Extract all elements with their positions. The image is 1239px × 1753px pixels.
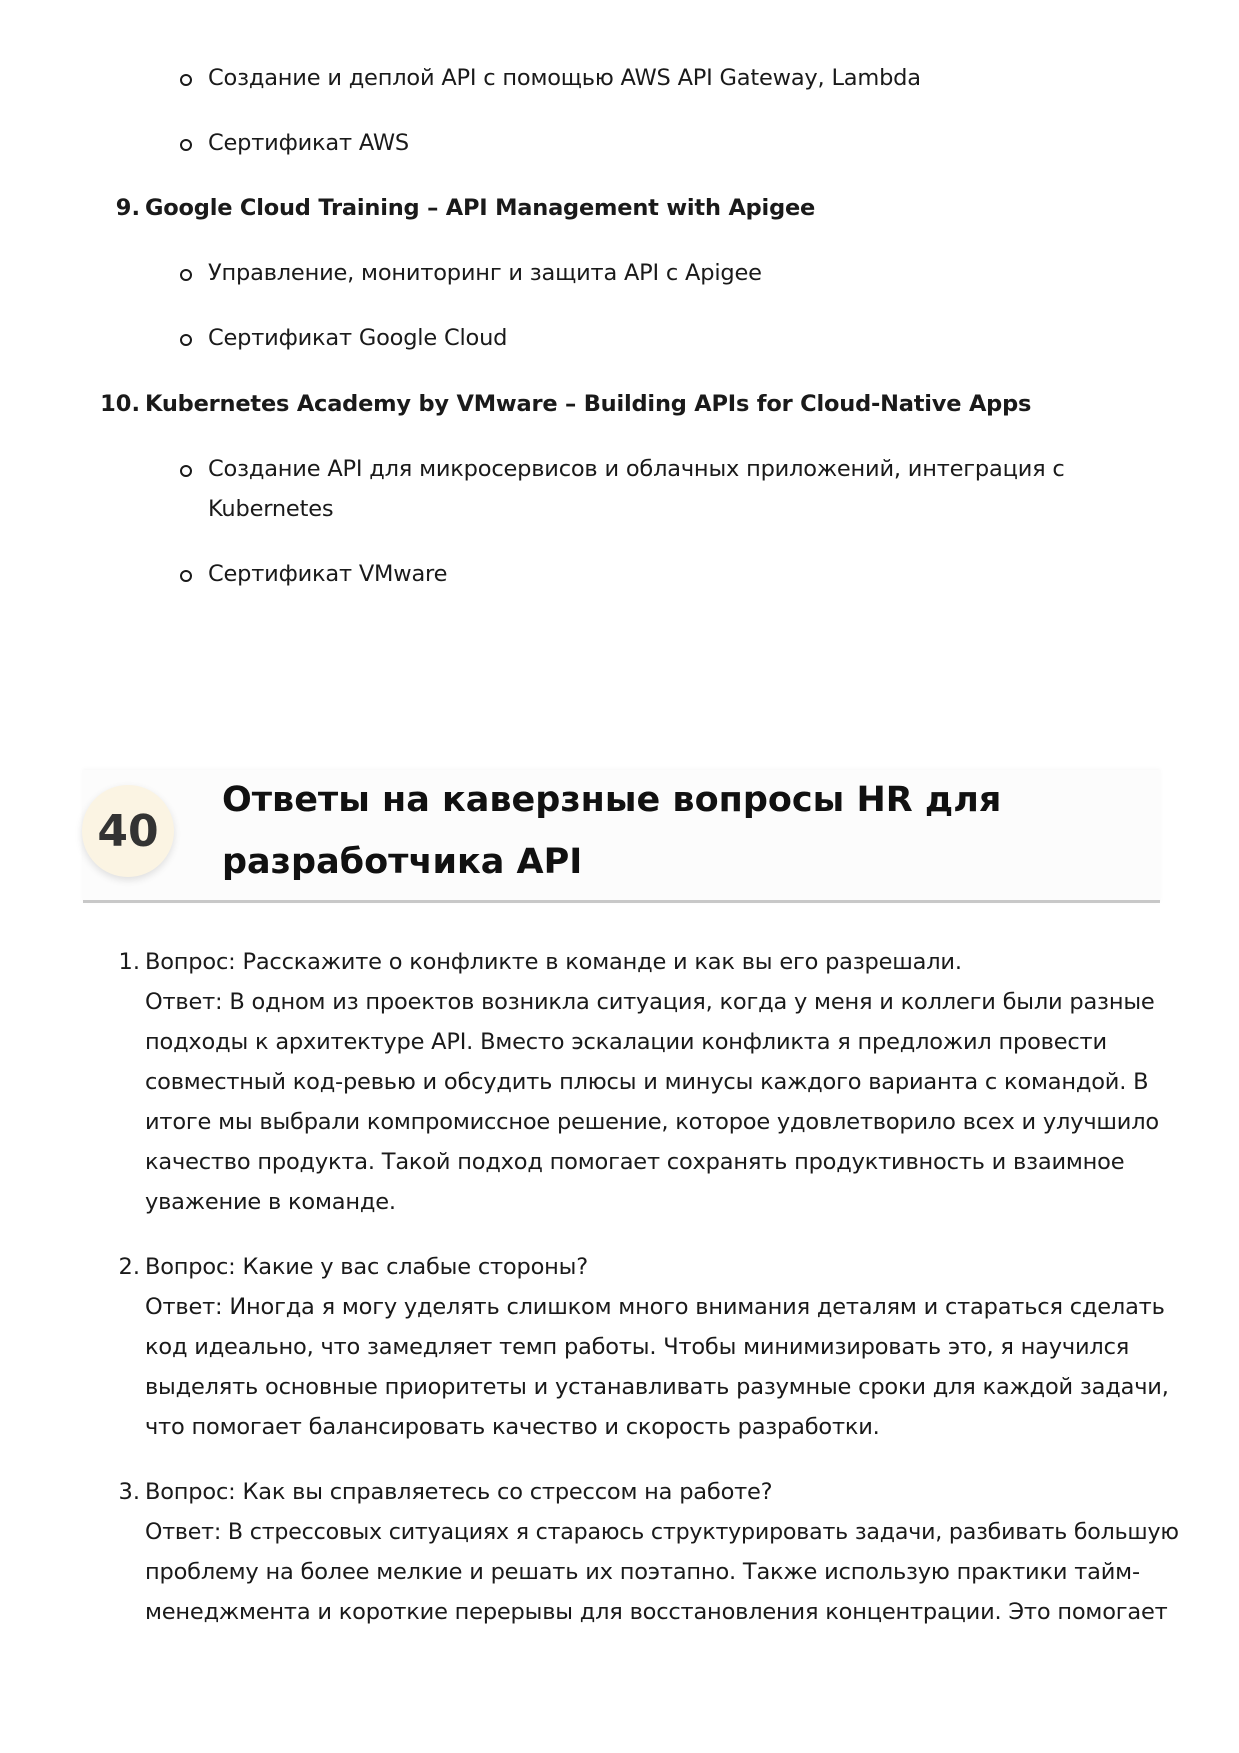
list-item-bullet: Сертификат VMware (208, 561, 448, 587)
qa-line: Ответ: В одном из проектов возникла ситуация, когда у меня и коллеги были разные (145, 989, 1155, 1015)
qa-line: подходы к архитектуре API. Вместо эскалации конфликта я предложил провести (145, 1029, 1107, 1055)
qa-line: Вопрос: Как вы справляетесь со стрессом на работе? (145, 1479, 773, 1505)
qa-line: проблему на более мелкие и решать их поэтапно. Также использую практики тайм- (145, 1559, 1140, 1585)
qa-number: 2. (118, 1254, 140, 1280)
qa-line: код идеально, что замедляет темп работы. Чтобы минимизировать это, я научился (145, 1334, 1130, 1360)
list-item-number: 10. (100, 391, 140, 417)
qa-line: итоге мы выбрали компромиссное решение, которое удовлетворило всех и улучшило (145, 1109, 1159, 1135)
section-number-badge: 40 (82, 785, 174, 877)
section-title-line1: Ответы на каверзные вопросы HR для (222, 780, 1002, 820)
list-item-number: 9. (115, 195, 140, 221)
list-item-bullet: Создание и деплой API с помощью AWS API Gateway, Lambda (208, 65, 921, 91)
qa-line: что помогает балансировать качество и скорость разработки. (145, 1414, 880, 1440)
qa-line: уважение в команде. (145, 1189, 396, 1215)
bullet-circle-icon (180, 570, 192, 582)
qa-number: 3. (118, 1479, 140, 1505)
list-item-bullet: Создание API для микросервисов и облачных приложений, интеграция с (208, 456, 1065, 482)
qa-line: Ответ: В стрессовых ситуациях я стараюсь структурировать задачи, разбивать большую (145, 1519, 1179, 1545)
qa-line: Вопрос: Какие у вас слабые стороны? (145, 1254, 588, 1280)
section-title-line2: разработчика API (222, 842, 583, 882)
bullet-circle-icon (180, 269, 192, 281)
qa-line: качество продукта. Такой подход помогает сохранять продуктивность и взаимное (145, 1149, 1125, 1175)
list-item-title: Google Cloud Training – API Management with Apigee (145, 195, 816, 221)
qa-line: выделять основные приоритеты и устанавливать разумные сроки для каждой задачи, (145, 1374, 1169, 1400)
bullet-circle-icon (180, 465, 192, 477)
list-item-bullet: Сертификат AWS (208, 130, 409, 156)
list-item-bullet: Управление, мониторинг и защита API с Apigee (208, 260, 762, 286)
qa-line: Ответ: Иногда я могу уделять слишком много внимания деталям и стараться сделать (145, 1294, 1165, 1320)
list-item-bullet: Сертификат Google Cloud (208, 325, 508, 351)
bullet-circle-icon (180, 74, 192, 86)
bullet-circle-icon (180, 334, 192, 346)
qa-line: совместный код-ревью и обсудить плюсы и минусы каждого варианта с командой. В (145, 1069, 1149, 1095)
list-item-bullet-continuation: Kubernetes (208, 496, 334, 522)
qa-number: 1. (118, 949, 140, 975)
qa-line: Вопрос: Расскажите о конфликте в команде и как вы его разрешали. (145, 949, 962, 975)
bullet-circle-icon (180, 139, 192, 151)
list-item-title: Kubernetes Academy by VMware – Building APIs for Cloud-Native Apps (145, 391, 1032, 417)
qa-line: менеджмента и короткие перерывы для восстановления концентрации. Это помогает (145, 1599, 1168, 1625)
